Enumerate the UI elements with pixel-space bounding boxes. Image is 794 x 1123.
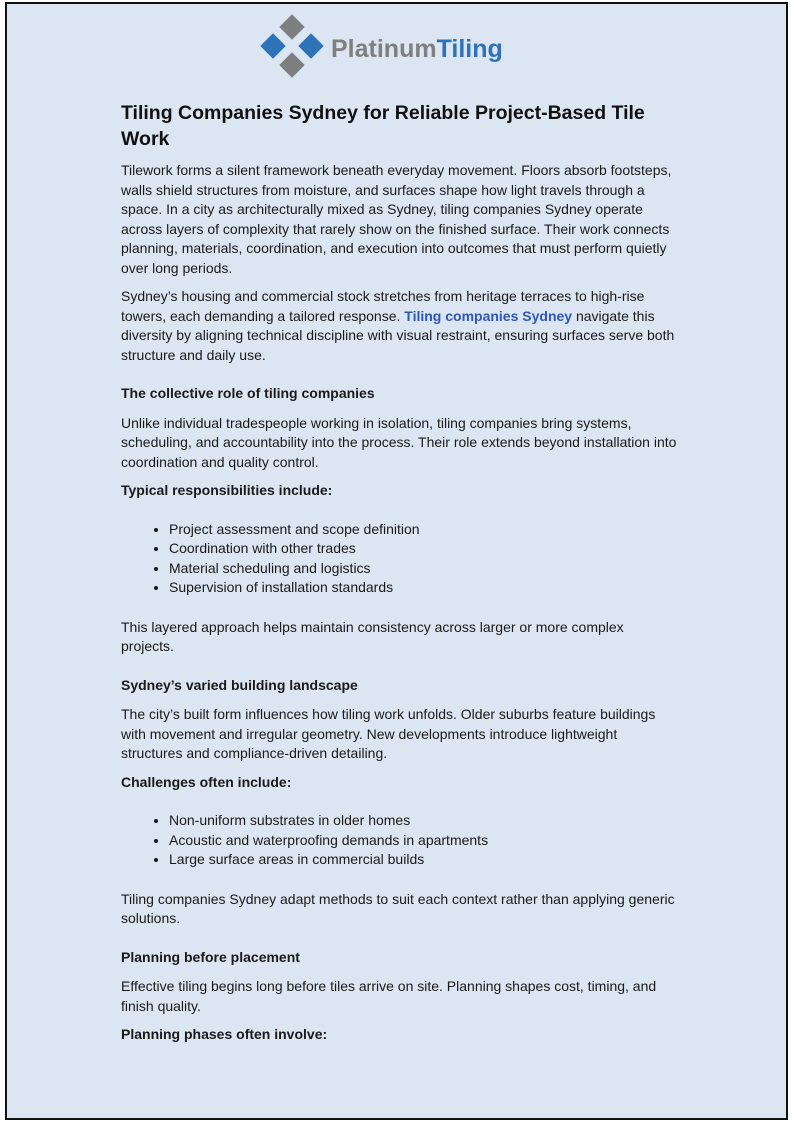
- section3-paragraph: Effective tiling begins long before tiles arrive on site. Planning shapes cost, timing, and finish quality.: [121, 978, 657, 1014]
- intro-paragraph-1: Tilework forms a silent framework beneath everyday movement. Floors absorb footsteps, walls shield structures from moisture, and surfaces shape how light travels through a space. In a city as architecturally mixed as Sydney, tiling companies Sydney operate across layers of complexity that rarely show on the finished surface. Their work connects planning, materials, coordination, and execution into outcomes that must perform quietly over long periods.: [121, 162, 672, 276]
- intro-p2-before: Sydney’s housing and commercial stock stretches from heritage terraces to high-rise towers, each demanding a tailored response.: [121, 288, 645, 324]
- article-title: Tiling Companies Sydney for Reliable Project-Based Tile Work: [121, 102, 645, 150]
- section-heading-building-landscape: Sydney’s varied building landscape: [121, 676, 358, 693]
- section-heading-collective-role: The collective role of tiling companies: [121, 385, 375, 401]
- list-item: • Non-uniform substrates in older homes: [169, 811, 677, 831]
- section1-paragraph: Unlike individual tradespeople working in isolation, tiling companies bring systems, scheduling, and accountability into the process. Their role extends beyond installation into coordination and quality control.: [121, 414, 677, 470]
- intro-paragraph-2: [121, 287, 677, 365]
- responsibilities-list: [121, 520, 677, 598]
- challenges-list-title: Challenges often include:: [121, 773, 292, 790]
- section1-closing-paragraph: This layered approach helps maintain consistency across larger or more complex projects.: [121, 618, 624, 654]
- section-heading-planning: Planning before placement: [121, 948, 300, 965]
- list-item: • Coordination with other trades: [169, 539, 677, 559]
- platinum-tiling-logo: [257, 14, 547, 84]
- svg-text:PlatinumTiling: [331, 35, 503, 63]
- section2-closing-paragraph: Tiling companies Sydney adapt methods to suit each context rather than applying generic solutions.: [121, 890, 675, 926]
- list-item: • Project assessment and scope definition: [169, 520, 677, 540]
- logo-brand-platinum: Platinum: [331, 35, 437, 63]
- list-item: • Acoustic and waterproofing demands in apartments: [169, 831, 677, 851]
- logo-brand-tiling: Tiling: [436, 35, 503, 63]
- tiling-companies-sydney-link[interactable]: Tiling companies Sydney: [404, 307, 573, 324]
- responsibilities-list-title: Typical responsibilities include:: [121, 482, 333, 498]
- planning-phases-title: Planning phases often involve:: [121, 1026, 328, 1042]
- challenges-list: [121, 811, 677, 870]
- intro-p2-after: navigate this diversity by aligning technical discipline with visual restraint, ensuring surfaces serve both structure and daily use.: [121, 307, 675, 363]
- list-item: • Material scheduling and logistics: [169, 559, 677, 579]
- section2-paragraph: The city’s built form influences how tiling work unfolds. Older suburbs feature buildings with movement and irregular geometry. New developments introduce lightweight structures and compliance-driven detailing.: [121, 706, 656, 761]
- diamond-tiles-icon: [260, 14, 323, 77]
- article-content: [121, 100, 677, 1045]
- list-item: • Large surface areas in commercial builds: [169, 850, 677, 870]
- list-item: • Supervision of installation standards: [169, 578, 677, 598]
- page: [5, 2, 788, 1120]
